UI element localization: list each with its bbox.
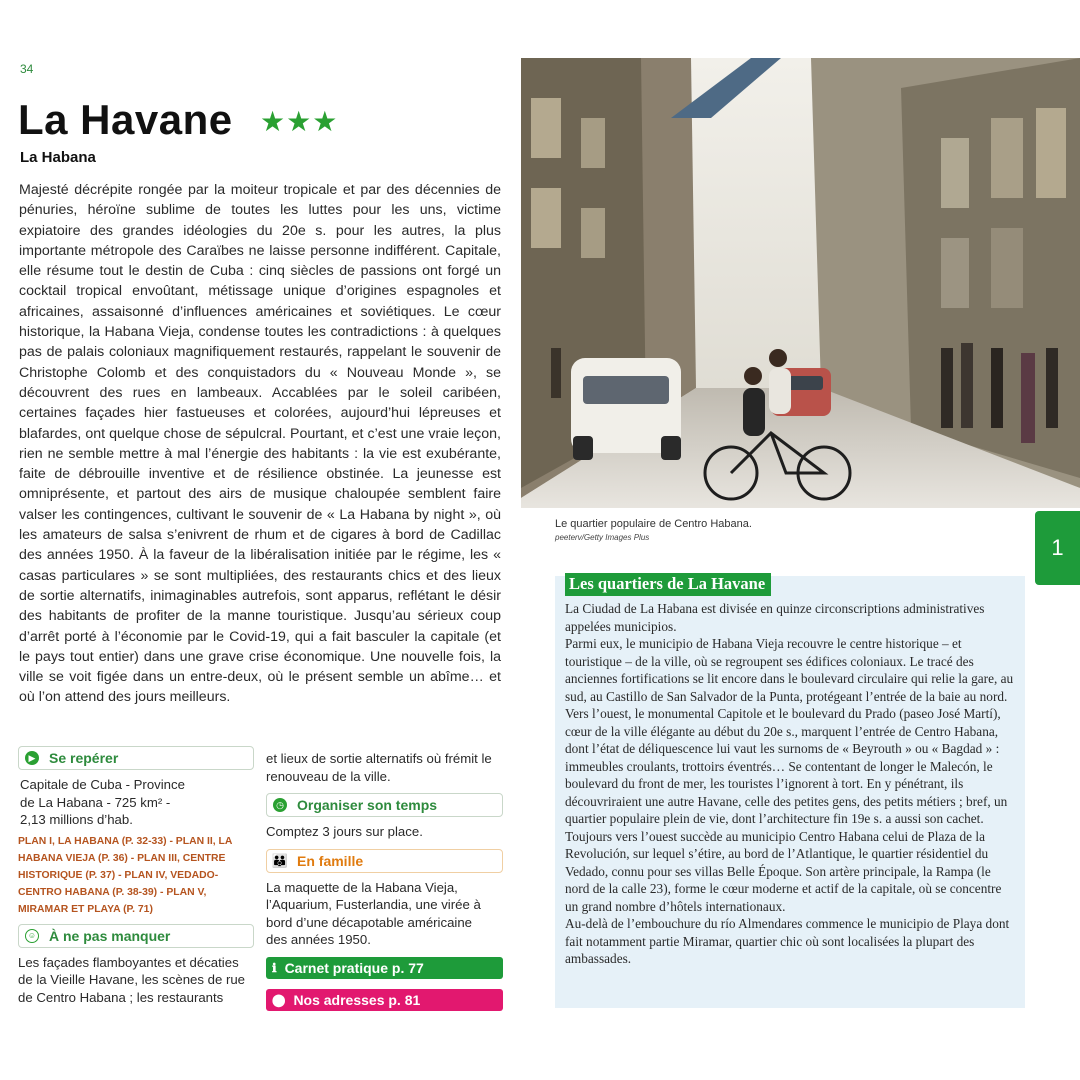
en-famille-label: En famille	[297, 852, 364, 869]
quarters-paragraph: Parmi eux, le municipio de Habana Vieja recouvre le centre historique – et touristique – de la ville, où se regroupent ses édifices coloniaux. Le tracé des anciennes fortifications se lit encore dans le boulevard circulaire qui relie la gare, au sud, au Castillo de San Salvador de la Punta, protégeant l’entrée de la baie au nord.	[565, 636, 1014, 704]
smiley-icon: ☺	[25, 929, 39, 943]
info-column-right	[266, 750, 503, 1011]
info-icon: ℹ	[272, 960, 277, 975]
photo-credit: peeterv/Getty Images Plus	[555, 533, 650, 542]
info-column-left	[18, 746, 254, 1006]
organiser-header	[266, 793, 503, 817]
quarters-paragraph: Toujours vers l’ouest succède au municipio Centro Habana celui de Plaza de la Revolución, sur lequel s’étire, au bord de l’Atlantique, le quartier résidentiel du Vedado, connu pour ses villas Belle Époque. Son artère principale, la Rampa (le nord de la calle 23), forme le cœur moderne et actif de la capitale, où se concentre un grand nombre d’hôtels internationaux.	[565, 828, 1002, 914]
en-famille-header	[266, 849, 503, 873]
a-ne-pas-manquer-header	[18, 924, 254, 948]
page-subtitle: La Habana	[20, 149, 96, 166]
location-pin-icon: ⬤	[272, 992, 286, 1007]
family-icon: 👪	[271, 852, 289, 868]
chapter-tab[interactable]: 1	[1035, 511, 1080, 585]
clock-icon: ◷	[273, 798, 287, 812]
a-ne-pas-manquer-text: Les façades flamboyantes et décaties de la Vieille Havane, les scènes de rue de Centro Habana ; les restaurants	[18, 954, 246, 1005]
quarters-paragraph: Au-delà de l’embouchure du río Almendares commence le municipio de Playa dont fait notamment partie Miramar, quartier chic où sont localisées la plupart des ambassades.	[565, 916, 1010, 966]
quarters-body	[565, 600, 1015, 968]
rating-stars: ★★★	[260, 106, 339, 137]
se-reperer-text: Capitale de Cuba - Province de La Habana - 725 km² - 2,13 millions d’hab.	[20, 777, 185, 827]
carnet-pratique-label: Carnet pratique p. 77	[284, 959, 424, 976]
carnet-pratique-link[interactable]	[266, 957, 503, 979]
page-number: 34	[20, 62, 34, 76]
photo-caption: Le quartier populaire de Centro Habana.	[555, 518, 752, 530]
intro-text: Majesté décrépite rongée par la moiteur tropicale et par des décennies de pénuries, héroïne sublime de toutes les luttes pour les uns, victime expiatoire des grandes idéologies du 20e s. pour les autres, la plus importante métropole des Caraïbes ne laisse personne indifférent. Capitale, elle résume tout le destin de Cuba : cinq siècles de passions ont forgé un cocktail tropical envoûtant, métissage unique d’origines espagnoles et africaines, assaisonné d’influences américaines et soviétiques. Le cœur historique, la Habana Vieja, condense toutes les contradictions : à quelques pas de palais coloniaux magnifiquement restaurés, rappelant le souvenir de Christophe Colomb et des conquistadors du « Nouveau Monde », se découvrent des rues en lambeaux. Accablées par le soleil caribéen, certaines façades hier fastueuses et colorées, aujourd’hui lépreuses et blafardes, ont quelque chose de sépulcral. Pourtant, et c’est une vraie leçon, rien ne semble mettre à mal l’énergie des habitants : la vie est exubérante, faite de débrouille inventive et de résilience obstinée. La jeunesse est omniprésente, et partout des airs de musique chaloupée semblent faire valser les contingences, cultivant le souvenir de « La Habana by night », où les amateurs de salsa s’enivrent de rhum et de cigares à bord de Cadillac des années 1950. À la faveur de la libéralisation initiée par le régime, les « casas particulares » se sont multipliées, des restaurants chics et des lieux de sortie alternatifs, inimaginables autrefois, sont apparus, reflétant le désir des habitants de profiter de la manne touristique. Jusqu’au sérieux coup d’arrêt porté à l’économie par le Covid-19, qui a fait basculer la capitale (et le pays tout entier) dans une grave crise économique. Une nouvelle fois, la ville se voit figée dans un entre-deux, où le présent semble un abîme… et où l’on attend des jours meilleurs.	[19, 182, 501, 706]
street-photo-illustration	[521, 58, 1080, 508]
quarters-paragraph: Vers l’ouest, le monumental Capitole et le boulevard du Prado (paseo José Martí), cœur de la ville élégante au début du 20e s., marquent l’entrée de Centro Habana, dont l’état de déliquescence lui vaut les surnoms de « Beyrouth » ou « Bagdad » : immeubles croulants, trottoirs éventrés… Se contentant de longer le Malecón, le boulevard du front de mer, les touristes l’ignorent à tort. En y pénétrant, ils découvriraient une autre Havane, celle des petites gens, des petits métiers ; bref, un quartier populaire plein de vie, dont l’architecture fin 19e s. a aussi son cachet.	[565, 706, 1008, 826]
a-ne-pas-manquer-continued: et lieux de sortie alternatifs où frémit le renouveau de la ville.	[266, 751, 492, 784]
plan-references: PLAN I, LA HABANA (P. 32-33) - PLAN II, LA HABANA VIEJA (P. 36) - PLAN III, CENTRE HISTORIQUE (P. 37) - PLAN IV, VEDADO-CENTRO HABANA (P. 38-39) - PLAN V, MIRAMAR ET PLAYA (P. 71)	[18, 835, 232, 915]
organiser-label: Organiser son temps	[297, 797, 438, 813]
quarters-title: Les quartiers de La Havane	[565, 573, 771, 596]
organiser-text: Comptez 3 jours sur place.	[266, 824, 423, 839]
nos-adresses-link[interactable]	[266, 989, 503, 1011]
quarters-box	[555, 576, 1025, 1008]
se-reperer-label: Se repérer	[49, 750, 119, 766]
page-title: La Havane	[18, 96, 233, 143]
quarters-paragraph: La Ciudad de La Habana est divisée en quinze circonscriptions administratives appelées municipios.	[565, 601, 985, 634]
a-ne-pas-manquer-label: À ne pas manquer	[49, 927, 171, 944]
se-reperer-header	[18, 746, 254, 770]
en-famille-text: La maquette de la Habana Vieja, l’Aquarium, Fusterlandia, une virée à bord d’une décapotable américaine des années 1950.	[266, 879, 481, 947]
nos-adresses-label: Nos adresses p. 81	[293, 991, 421, 1008]
street-photo	[521, 58, 1080, 508]
arrow-right-icon: ▶	[25, 751, 39, 765]
